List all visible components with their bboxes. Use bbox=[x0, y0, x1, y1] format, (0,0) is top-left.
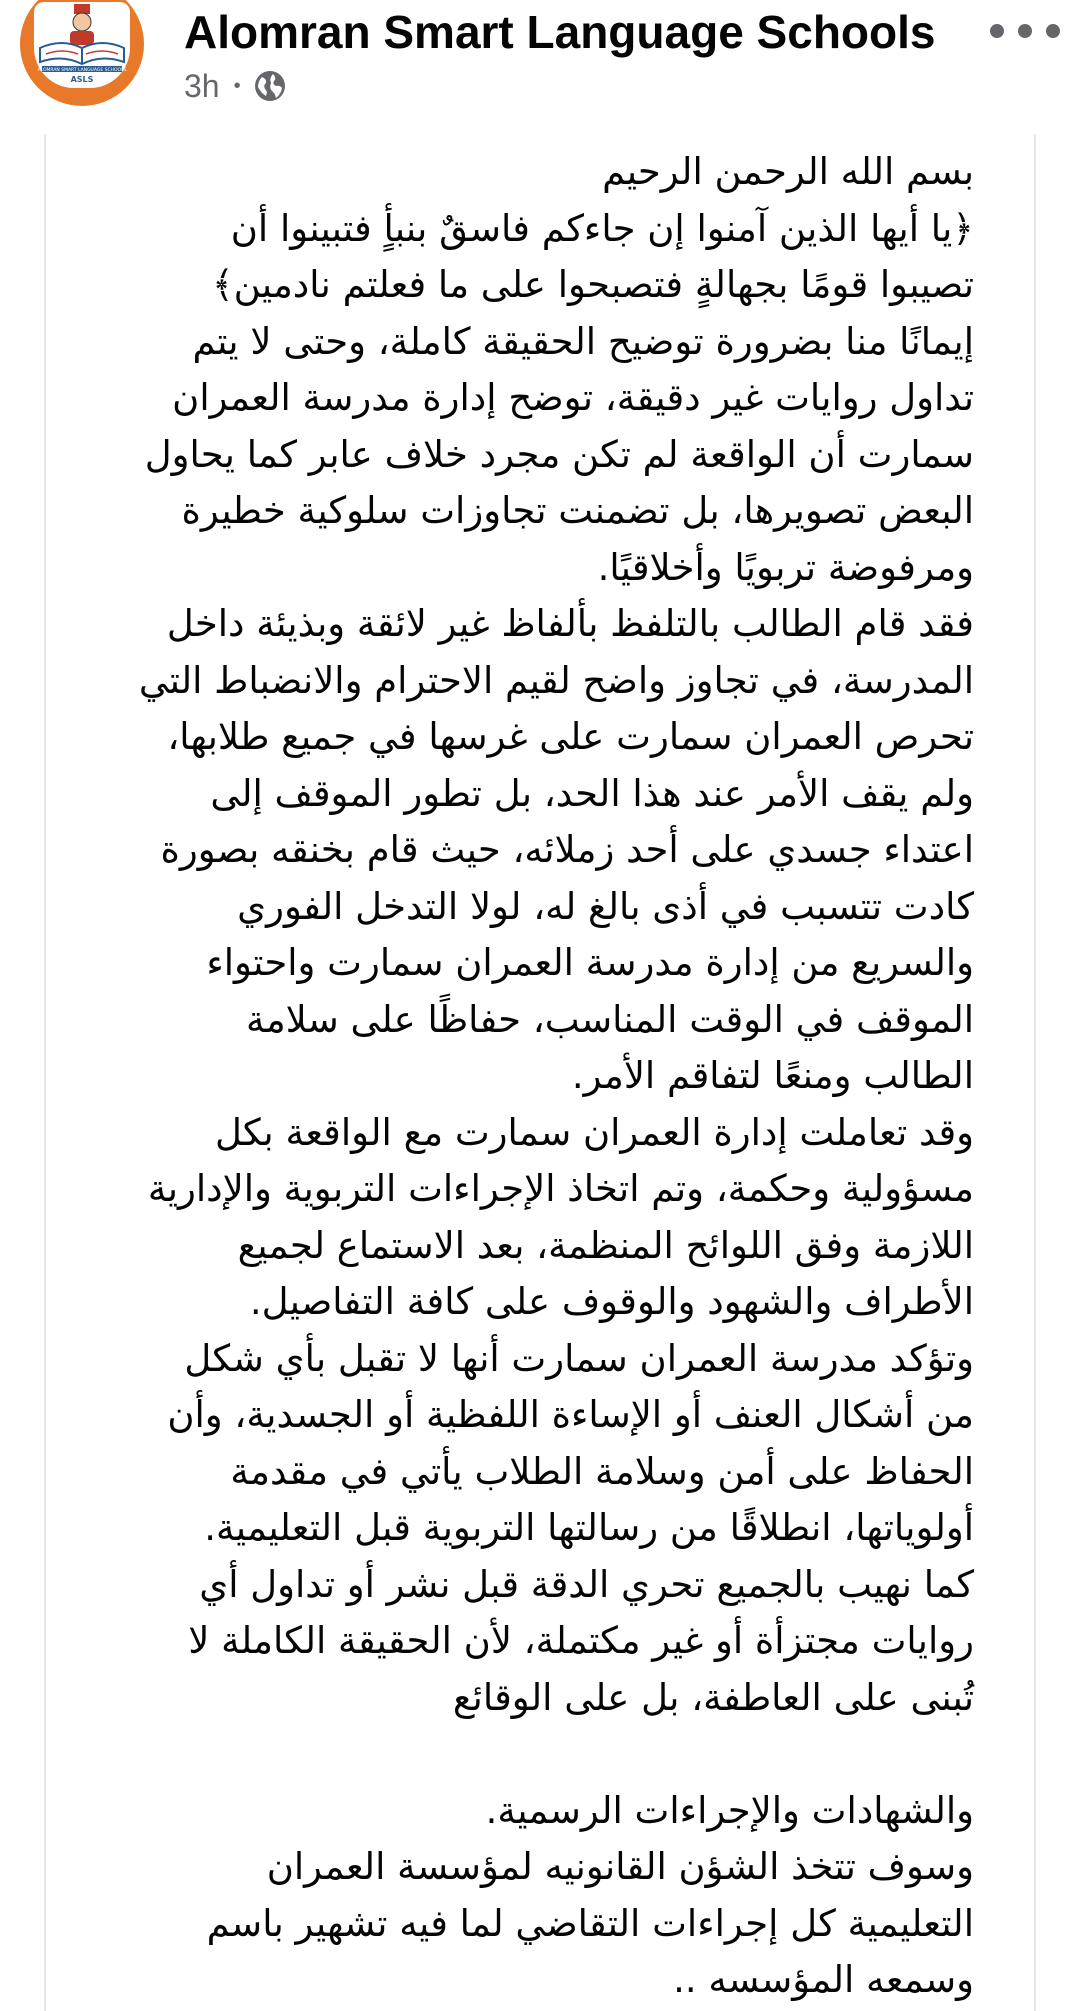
post-text-line: ﴿يا أيها الذين آمنوا إن جاءكم فاسقٌ بنبأٍ فتبينوا أن bbox=[230, 206, 974, 250]
post-body bbox=[44, 134, 1036, 2011]
post-text-line: من أشكال العنف أو الإساءة اللفظية أو الجسدية، وأن bbox=[167, 1393, 974, 1436]
post-text-gap bbox=[54, 1726, 974, 1783]
post-text-line: الأطراف والشهود والوقوف على كافة التفاصيل. bbox=[249, 1280, 974, 1323]
meta-separator: • bbox=[233, 74, 241, 97]
post-header bbox=[0, 0, 1080, 120]
globe-icon[interactable] bbox=[253, 69, 287, 103]
post-text-line: اعتداء جسدي على أحد زملائه، حيث قام بخنقه بصورة bbox=[160, 828, 974, 871]
post-text-line: التعليمية كل إجراءات التقاضي لما فيه تشهير باسم bbox=[206, 1901, 974, 1945]
more-dots-icon bbox=[990, 24, 1004, 38]
post-text-line: تداول روايات غير دقيقة، توضح إدارة مدرسة العمران bbox=[172, 376, 974, 419]
post-text-line: البعض تصويرها، بل تضمنت تجاوزات سلوكية خطيرة bbox=[181, 489, 974, 532]
post-text-line: تصيبوا قومًا بجهالةٍ فتصبحوا على ما فعلتم نادمين﴾ bbox=[211, 263, 974, 306]
post-text-line: وسوف تتخذ الشؤن القانونيه لمؤسسة العمران bbox=[266, 1845, 974, 1888]
post-text-line: سمارت أن الواقعة لم تكن مجرد خلاف عابر كما يحاول bbox=[144, 432, 974, 476]
post-time[interactable]: 3h bbox=[184, 67, 220, 104]
page-avatar[interactable] bbox=[20, 0, 144, 106]
post-text-line: الطالب ومنعًا لتفاقم الأمر. bbox=[571, 1054, 974, 1097]
more-dots-icon bbox=[1018, 24, 1032, 38]
post-text-line: كادت تتسبب في أذى بالغ له، لولا التدخل الفوري bbox=[237, 884, 974, 928]
post-meta bbox=[184, 66, 287, 106]
post-text-line: بسم الله الرحمن الرحيم bbox=[602, 150, 974, 193]
post-text-line: المدرسة، في تجاوز واضح لقيم الاحترام والانضباط التي bbox=[138, 658, 974, 702]
post-text-line: أولوياتها، انطلاقًا من رسالتها التربوية قبل التعليمية. bbox=[204, 1506, 974, 1549]
post-text-line: روايات مجتزأة أو غير مكتملة، لأن الحقيقة الكاملة لا bbox=[188, 1619, 974, 1662]
post-text bbox=[54, 144, 974, 2009]
post-text-line: إيمانًا منا بضرورة توضيح الحقيقة كاملة، وحتى لا يتم bbox=[192, 319, 974, 363]
more-dots-icon bbox=[1046, 24, 1060, 38]
post-text-line: الحفاظ على أمن وسلامة الطلاب يأتي في مقدمة bbox=[230, 1449, 974, 1493]
school-logo-icon bbox=[34, 2, 130, 88]
post-text-line: وسمعه المؤسسه .. bbox=[673, 1958, 974, 2001]
post-text-line: وتؤكد مدرسة العمران سمارت أنها لا تقبل بأي شكل bbox=[184, 1336, 974, 1380]
post-text-line: تُبنى على العاطفة، بل على الوقائع bbox=[452, 1675, 974, 1719]
post-text-line: الموقف في الوقت المناسب، حفاظًا على سلامة bbox=[246, 997, 974, 1041]
post-text-line: كما نهيب بالجميع تحري الدقة قبل نشر أو تداول أي bbox=[199, 1562, 974, 1606]
post-text-line: والشهادات والإجراءات الرسمية. bbox=[485, 1788, 974, 1832]
post-text-line: والسريع من إدارة مدرسة العمران سمارت واحتواء bbox=[206, 941, 974, 984]
post-text-line: مسؤولية وحكمة، وتم اتخاذ الإجراءات التربوية والإدارية bbox=[147, 1167, 974, 1210]
logo-text: ALOMRAN SMART LANGUAGE SCHOOLS bbox=[37, 68, 127, 73]
post-text-line: ومرفوضة تربويًا وأخلاقيًا. bbox=[597, 545, 974, 589]
school-logo bbox=[34, 2, 130, 88]
more-options-button[interactable] bbox=[990, 14, 1060, 48]
post-text-line: فقد قام الطالب بالتلفظ بألفاظ غير لائقة وبذيئة داخل bbox=[166, 602, 974, 645]
page-name[interactable]: Alomran Smart Language Schools bbox=[184, 6, 936, 58]
post-text-line: تحرص العمران سمارت على غرسها في جميع طلابها، bbox=[167, 715, 974, 758]
post-text-line: ولم يقف الأمر عند هذا الحد، بل تطور الموقف إلى bbox=[210, 771, 974, 815]
logo-abbr: ASLS bbox=[70, 75, 94, 84]
post-text-line: اللازمة وفق اللوائح المنظمة، بعد الاستماع لجميع bbox=[237, 1223, 974, 1267]
post-text-line: وقد تعاملت إدارة العمران سمارت مع الواقعة بكل bbox=[214, 1110, 974, 1154]
